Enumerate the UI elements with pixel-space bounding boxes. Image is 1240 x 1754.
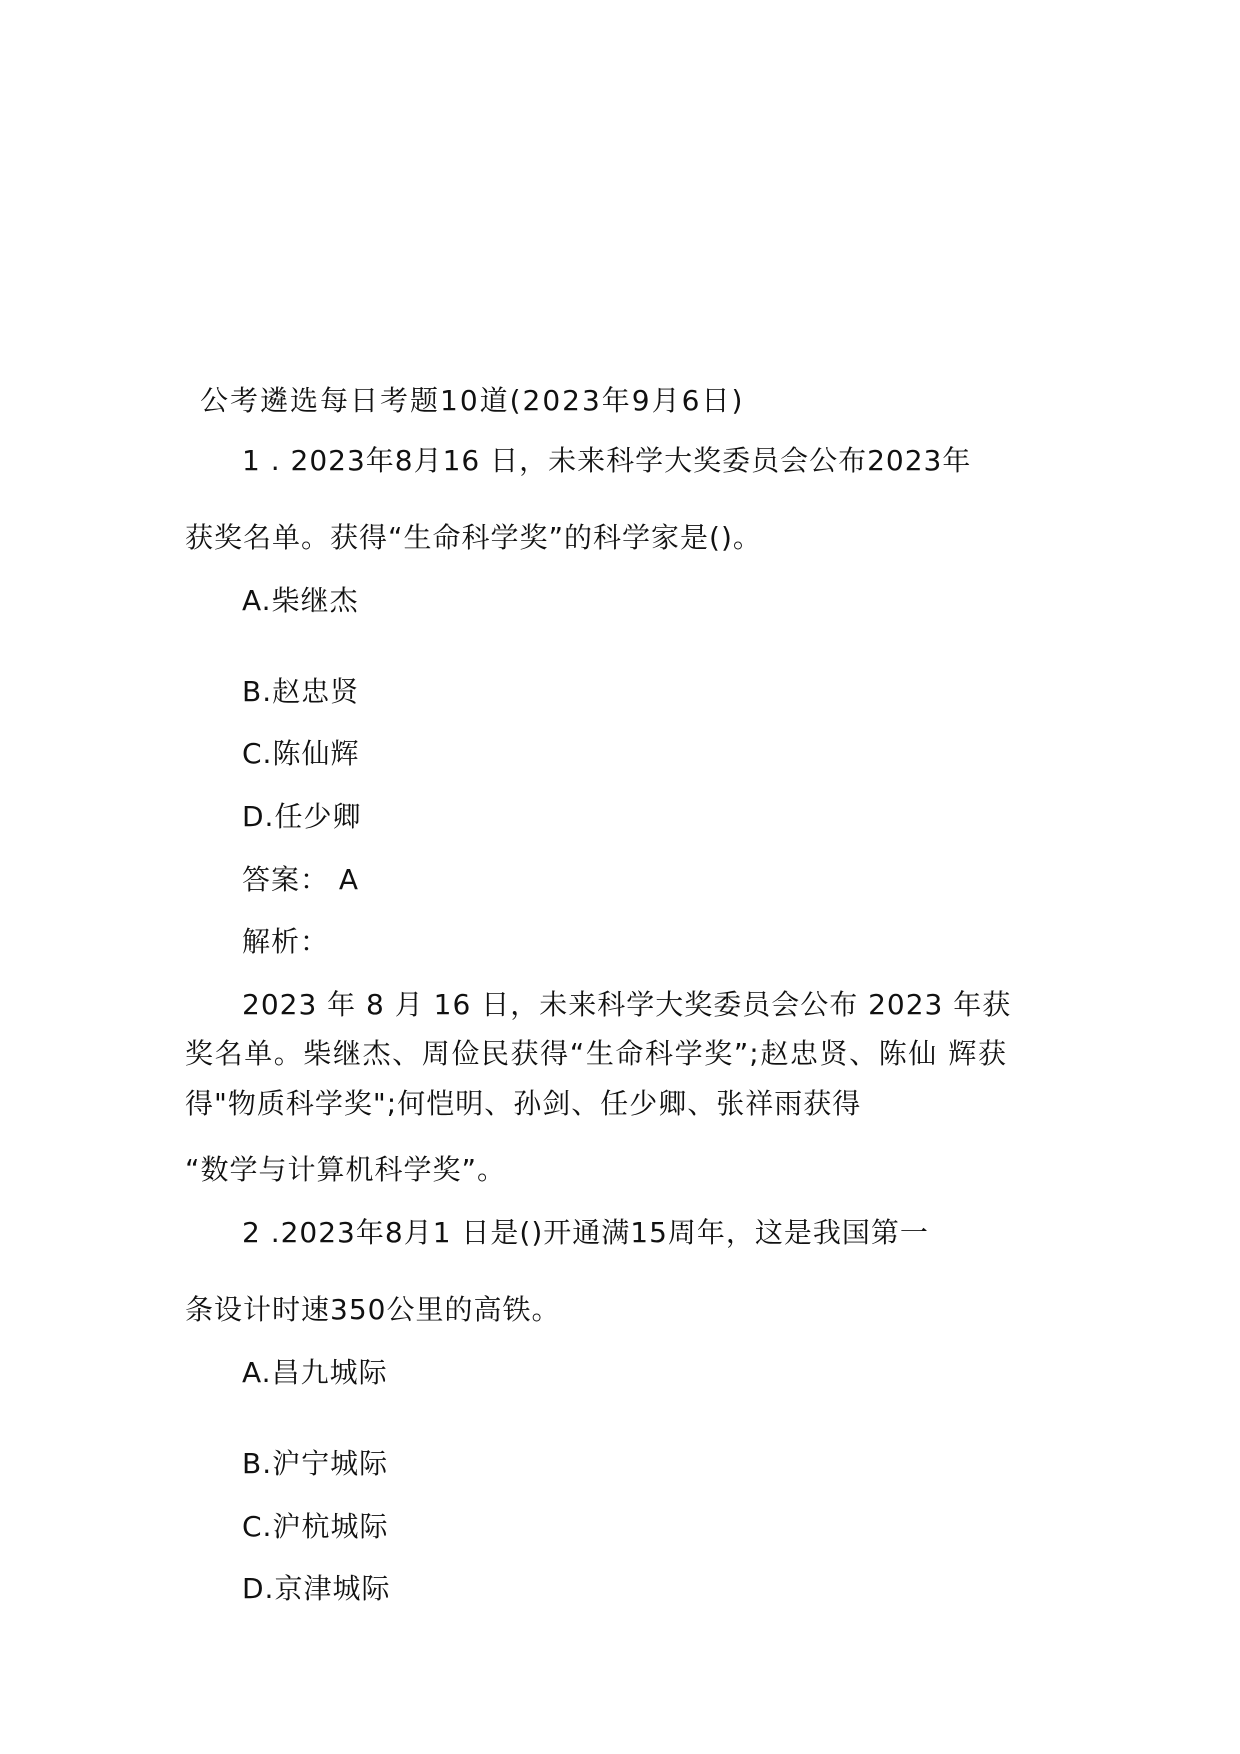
question-1-analysis-line2: 奖名单。柴继杰、周俭民获得“生命科学奖”;赵忠贤、陈仙 辉获: [185, 1037, 1007, 1070]
question-1-analysis-line4: “数学与计算机科学奖”。: [185, 1153, 507, 1186]
question-2-option-c: C.沪杭城际: [242, 1510, 389, 1543]
question-1-analysis-line3: 得"物质科学奖";何恺明、孙剑、任少卿、张祥雨获得: [185, 1087, 862, 1120]
question-1-option-a: A.柴继杰: [242, 584, 359, 617]
question-1-stem-line1: 1 . 2023年8月16 日，未来科学大奖委员会公布2023年: [242, 444, 972, 477]
question-1-analysis-line1: 2023 年 8 月 16 日，未来科学大奖委员会公布 2023 年获: [242, 988, 1012, 1021]
question-1-answer: 答案： A: [242, 863, 360, 896]
question-1-option-c: C.陈仙辉: [242, 737, 360, 770]
question-2-option-a: A.昌九城际: [242, 1356, 388, 1389]
document-title: 公考遴选每日考题10道(2023年9月6日): [200, 384, 745, 417]
question-1-stem-line2: 获奖名单。获得“生命科学奖”的科学家是()。: [185, 521, 762, 554]
question-1-option-b: B.赵忠贤: [242, 675, 360, 708]
question-1-option-d: D.任少卿: [242, 800, 362, 833]
question-2-stem-line2: 条设计时速350公里的高铁。: [185, 1293, 561, 1326]
question-1-analysis-label: 解析：: [242, 925, 330, 958]
question-2-option-b: B.沪宁城际: [242, 1447, 389, 1480]
question-2-stem-line1: 2 .2023年8月1 日是()开通满15周年，这是我国第一: [242, 1216, 929, 1249]
question-2-option-d: D.京津城际: [242, 1572, 391, 1605]
